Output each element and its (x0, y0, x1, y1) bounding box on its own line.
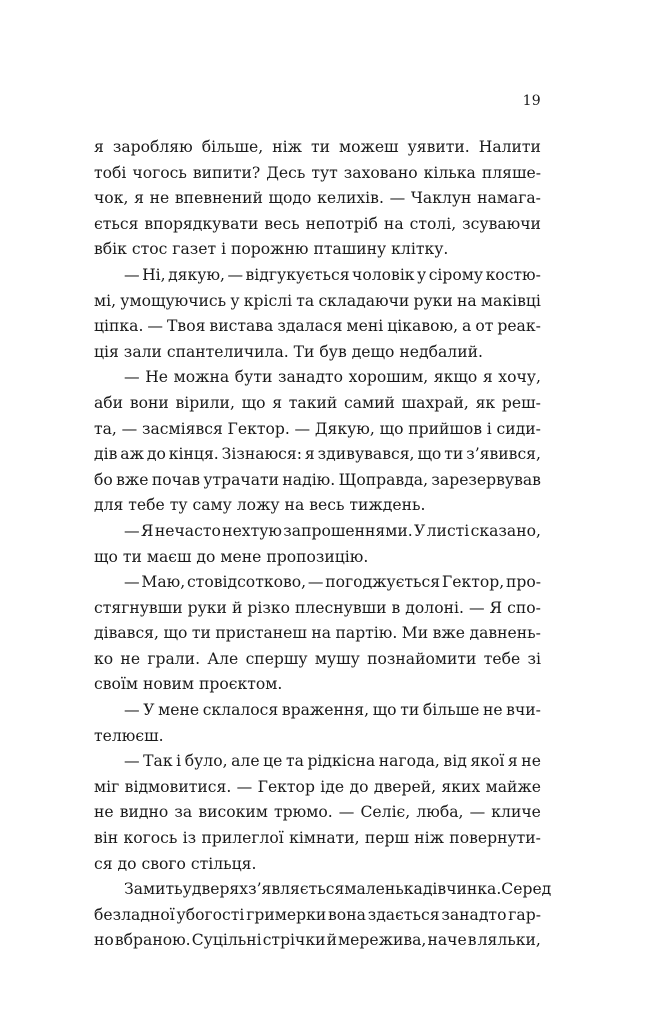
word: дівався, (94, 624, 159, 643)
word: Налити (478, 138, 541, 156)
text-line (94, 903, 541, 929)
text-line (94, 800, 541, 826)
word: й (231, 598, 243, 617)
word: ніж (272, 138, 302, 156)
word: враження, (281, 701, 370, 720)
word: повернути- (449, 829, 541, 848)
word: бо (94, 470, 113, 489)
word: та, (94, 419, 117, 438)
word: мушу (314, 649, 360, 668)
word: але (231, 752, 260, 771)
word: — (236, 777, 253, 796)
word: — (468, 598, 485, 617)
word: Не (145, 368, 169, 387)
word: мережива, (338, 931, 427, 950)
word: нечасто (154, 521, 221, 540)
text-line (94, 698, 541, 724)
word: прийшов (408, 419, 483, 438)
word: ти (400, 701, 420, 720)
word: У (414, 521, 426, 540)
word: не (482, 701, 503, 720)
word: це (263, 752, 283, 771)
word: Ми (401, 624, 429, 643)
word: у (230, 291, 240, 310)
text-line (94, 212, 541, 238)
word: мі, (94, 291, 117, 310)
word: хочу, (498, 368, 541, 387)
word: в (391, 598, 401, 617)
word: сказано, (470, 521, 541, 540)
word: впевнений (174, 189, 263, 208)
text-line: телюєш. (94, 726, 164, 745)
word: — (124, 701, 140, 720)
word: та (285, 752, 304, 771)
text-line (94, 186, 541, 212)
text-line: своїм новим проєктом. (94, 675, 283, 694)
text-line: для тебе ту саму ложу на весь тиждень. (94, 496, 426, 515)
page-number: 19 (522, 93, 541, 109)
text-line (94, 263, 541, 289)
word: Я (140, 521, 154, 540)
word: долоні. (405, 598, 464, 617)
word: келихів. (317, 189, 384, 208)
word: у (417, 265, 427, 284)
word: гар- (508, 905, 541, 924)
word: що (379, 419, 404, 438)
word: познайомити (367, 649, 477, 668)
word: ціпка. (94, 317, 144, 336)
word: що (241, 393, 266, 412)
word: якщо (433, 368, 478, 387)
word: почав (151, 470, 200, 489)
word: аж (120, 445, 144, 464)
word: — (124, 368, 140, 387)
word: тут (311, 163, 338, 182)
word: Гектор (257, 777, 315, 796)
word: костю- (485, 265, 541, 284)
word: Дякую, (314, 419, 375, 438)
word: намага- (477, 189, 541, 208)
word: заробляю (112, 138, 193, 156)
word: здивувався, (317, 445, 415, 464)
word: я (304, 445, 315, 464)
text-line (94, 749, 541, 775)
text-line: ція зали спантеличила. Ти був дещо недбалий. (94, 342, 483, 361)
word: складаючи (318, 291, 410, 310)
word: — (307, 573, 324, 592)
word: про- (505, 573, 541, 592)
word: видно (119, 803, 169, 822)
word: зсуваючи (462, 214, 541, 233)
word: він (94, 829, 119, 848)
word: я (94, 138, 104, 156)
word: Маю, (141, 573, 186, 592)
word: тебе (483, 649, 521, 668)
word: спершу (245, 649, 308, 668)
word: занадто (441, 905, 507, 924)
word: випити? (192, 163, 261, 182)
word: Твоя (167, 317, 206, 336)
word: Селіє, (360, 803, 411, 822)
text-line (94, 877, 552, 903)
word: ти (444, 445, 464, 464)
word: що (163, 624, 188, 643)
word: мить (143, 880, 183, 899)
word: пристанеш (215, 624, 307, 643)
word: Ні, (142, 265, 166, 284)
text-line (94, 596, 541, 622)
word: вже (116, 470, 149, 489)
word: міг (94, 777, 120, 796)
word: когось (123, 829, 178, 848)
word: дякую, (168, 265, 225, 284)
word: ляльки, (477, 931, 541, 950)
word: на (457, 291, 477, 310)
word: — (294, 419, 311, 438)
word: — (124, 752, 140, 771)
word: кличе (491, 803, 541, 822)
word: запрошеннями. (283, 521, 413, 540)
word: Зізнаюся: (221, 445, 302, 464)
text-line (94, 519, 541, 545)
word: вірили, (175, 393, 235, 412)
word: дверях (191, 880, 249, 899)
word: в (467, 931, 477, 950)
word: Гектор. (227, 419, 290, 438)
word: було, (184, 752, 228, 771)
word: а (462, 317, 472, 336)
word: — (338, 803, 355, 822)
word: дів (94, 445, 118, 464)
word: кілька (423, 163, 476, 182)
word: безладної (94, 905, 175, 924)
word: зі (527, 649, 541, 668)
word: умощуючись (120, 291, 227, 310)
word: наче (427, 931, 467, 950)
word: маківці (480, 291, 541, 310)
word: спо- (507, 598, 541, 617)
word: весь (264, 214, 300, 233)
word: вчи- (506, 701, 541, 720)
word: сиди- (496, 419, 541, 438)
word: люба, (416, 803, 464, 822)
word: до (146, 445, 166, 464)
word: самий (343, 393, 395, 412)
word: Десь (266, 163, 306, 182)
word: та (296, 291, 315, 310)
word: трюмо. (274, 803, 333, 822)
word: убогості (176, 905, 245, 924)
word: — (469, 803, 486, 822)
word: якої (470, 752, 505, 771)
word: нагода, (378, 752, 440, 771)
word: — (124, 573, 140, 592)
word: різко (247, 598, 290, 617)
word: аби (94, 393, 124, 412)
text-line (94, 314, 541, 340)
word: ти (310, 138, 330, 156)
word: ко (94, 649, 114, 668)
word: більше, (201, 138, 264, 156)
word: гримерки (246, 905, 327, 924)
word: не (521, 752, 541, 771)
word: до (349, 777, 369, 796)
word: утрачати (203, 470, 280, 489)
word: цікавою, (387, 317, 459, 336)
word: й (326, 931, 337, 950)
word: плеснувши (294, 598, 387, 617)
word: Суцільні (191, 931, 262, 950)
word: Але (207, 649, 239, 668)
word: не (94, 803, 114, 822)
word: Я (489, 598, 503, 617)
word: відмовитися. (124, 777, 232, 796)
word: — (124, 265, 140, 284)
word: грали. (147, 649, 201, 668)
word: Гектор, (441, 573, 505, 592)
word: кріслі (243, 291, 293, 310)
word: на (311, 624, 332, 643)
text-line (94, 391, 541, 417)
text-line: вбік стос газет і порожню пташину клітку. (94, 240, 449, 259)
word: занадто (277, 368, 344, 387)
word: — (147, 317, 164, 336)
word: маленька (344, 880, 423, 899)
word: от (475, 317, 494, 336)
word: і (176, 752, 182, 771)
text-line (94, 135, 541, 161)
word: рідкісна (307, 752, 376, 771)
body-text (94, 135, 552, 954)
word: руки (187, 598, 227, 617)
word: ти (191, 624, 211, 643)
text-line (94, 647, 541, 673)
word: вони (129, 393, 169, 412)
text-line: що ти маєш до мене пропозицію. (94, 547, 369, 566)
word: шахрай, (401, 393, 469, 412)
word: впорядкувати (144, 214, 259, 233)
word: такий (288, 393, 338, 412)
word: — (124, 521, 140, 540)
word: з’явився, (466, 445, 541, 464)
word: руки (413, 291, 453, 310)
word: я (482, 368, 493, 387)
word: і (486, 419, 492, 438)
word: можеш (338, 138, 399, 156)
word: чогось (132, 163, 187, 182)
text-line (94, 826, 541, 852)
word: вже (432, 624, 465, 643)
word: — (389, 189, 406, 208)
word: можна (173, 368, 230, 387)
word: ється (94, 214, 139, 233)
word: реш- (501, 393, 541, 412)
text-line: ся до свого стільця. (94, 854, 257, 873)
word: но (94, 931, 114, 950)
text-line (94, 161, 541, 187)
word: мені (346, 317, 384, 336)
word: надію. (282, 470, 336, 489)
word: як (475, 393, 496, 412)
word: я (272, 393, 283, 412)
word: засміявся (141, 419, 223, 438)
text-line (94, 365, 541, 391)
text-line (94, 570, 541, 596)
word: — (121, 419, 138, 438)
word: стовідсотково, (186, 573, 307, 592)
text-line (94, 417, 541, 443)
word: що (372, 701, 397, 720)
word: дверей, (373, 777, 437, 796)
word: нехтую (222, 521, 282, 540)
word: У (143, 701, 155, 720)
word: із (182, 829, 197, 848)
word: зарезервував (431, 470, 541, 489)
word: вистава (209, 317, 274, 336)
word: більше (422, 701, 480, 720)
word: уявити. (407, 138, 470, 156)
word: пляше- (481, 163, 541, 182)
word: Серед (501, 880, 552, 899)
word: Чаклун (410, 189, 472, 208)
text-line (94, 775, 541, 801)
word: вона (328, 905, 366, 924)
word: прилеглої (201, 829, 284, 848)
word: кінця. (168, 445, 219, 464)
word: здається (367, 905, 440, 924)
word: високим (198, 803, 268, 822)
word: перш (364, 829, 409, 848)
word: я (134, 189, 144, 208)
word: не (149, 189, 170, 208)
word: погоджується (325, 573, 441, 592)
text-line (94, 442, 541, 468)
word: не (120, 649, 141, 668)
word: тобі (94, 163, 127, 182)
word: здалася (277, 317, 343, 336)
word: чок, (94, 189, 129, 208)
word: від (443, 752, 467, 771)
word: на (383, 214, 404, 233)
text-line (94, 289, 541, 315)
word: я (507, 752, 518, 771)
word: заховано (343, 163, 418, 182)
word: майже (485, 777, 541, 796)
word: щодо (268, 189, 312, 208)
word: склалося (202, 701, 279, 720)
word: столі, (409, 214, 457, 233)
text-line (94, 468, 541, 494)
word: у (182, 880, 192, 899)
word: За (124, 880, 144, 899)
word: мене (158, 701, 200, 720)
word: хорошим, (348, 368, 429, 387)
word: партію. (335, 624, 398, 643)
text-line (94, 621, 541, 647)
text-line (94, 928, 541, 954)
word: листі (426, 521, 470, 540)
word: давнень- (469, 624, 541, 643)
word: чоловік (352, 265, 415, 284)
word: сірому (428, 265, 484, 284)
word: ніж (414, 829, 445, 848)
word: за (174, 803, 193, 822)
word: вбраною. (114, 931, 191, 950)
word: яких (441, 777, 481, 796)
word: стягнувши (94, 598, 183, 617)
word: стрічки (262, 931, 326, 950)
word: Щоправда, (338, 470, 429, 489)
word: що (417, 445, 442, 464)
word: — (227, 265, 244, 284)
word: іде (320, 777, 345, 796)
word: непотріб (305, 214, 378, 233)
word: кімнати, (289, 829, 360, 848)
word: Так (143, 752, 173, 771)
word: реак- (497, 317, 541, 336)
word: бути (234, 368, 273, 387)
word: з’являється (248, 880, 345, 899)
word: дівчинка. (422, 880, 502, 899)
word: відгукується (245, 265, 350, 284)
